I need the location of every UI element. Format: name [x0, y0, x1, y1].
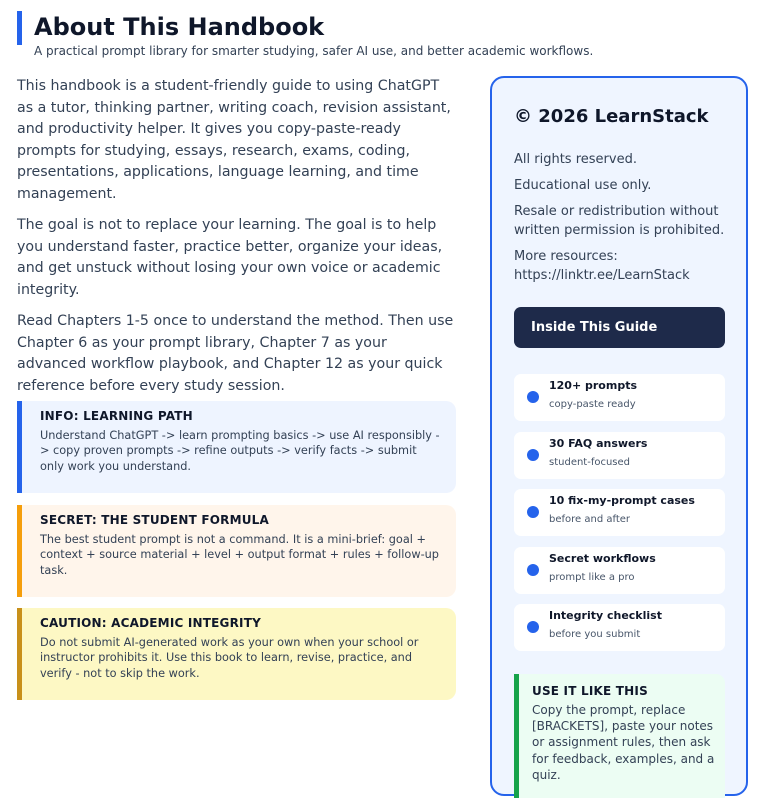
page-subtitle: A practical prompt library for smarter studying, safer AI use, and better academic workflows.	[34, 44, 594, 58]
feature-title: Secret workflows	[549, 552, 656, 565]
caution-callout-title: CAUTION: ACADEMIC INTEGRITY	[40, 616, 261, 630]
intro-paragraph: This handbook is a student-friendly guide to using ChatGPT as a tutor, thinking partner, writing coach, revision assistant, and productivity helper. It gives you copy-paste-ready prompts for studying, essays, research, exams, coding, presentations, applications, language learning, and time management.	[17, 78, 451, 202]
secret-callout	[17, 505, 456, 597]
copyright-title: © 2026 LearnStack	[514, 106, 709, 127]
inside-guide-heading: Inside This Guide	[514, 307, 725, 348]
use-it-title: USE IT LIKE THIS	[532, 684, 648, 698]
bullet-dot-icon	[527, 391, 539, 403]
feature-subtitle: student-focused	[549, 457, 631, 468]
bullet-dot-icon	[527, 564, 539, 576]
info-callout-body: Understand ChatGPT -> learn prompting basics -> use AI responsibly -> copy proven prompts -> refine outputs -> verify facts -> submit only work you understand.	[40, 429, 440, 473]
rights-text: All rights reserved.	[514, 152, 637, 167]
main-content	[17, 76, 457, 407]
educational-use-text: Educational use only.	[514, 178, 652, 193]
resources-link[interactable]: More resources: https://linktr.ee/LearnStack	[514, 249, 690, 283]
feature-card	[514, 547, 725, 594]
use-it-callout	[514, 674, 725, 798]
feature-card	[514, 489, 725, 536]
bullet-dot-icon	[527, 449, 539, 461]
secret-callout-title: SECRET: THE STUDENT FORMULA	[40, 513, 269, 527]
use-it-body: Copy the prompt, replace [BRACKETS], paste your notes or assignment rules, then ask for feedback, examples, and a quiz.	[532, 703, 715, 782]
feature-card	[514, 604, 725, 651]
info-callout-title: INFO: LEARNING PATH	[40, 409, 193, 423]
resale-notice: Resale or redistribution without written permission is prohibited.	[514, 204, 725, 238]
feature-title: 120+ prompts	[549, 379, 638, 392]
bullet-dot-icon	[527, 621, 539, 633]
goal-paragraph: The goal is not to replace your learning. The goal is to help you understand faster, practice better, organize your ideas, and get unstuck without losing your own voice or academic integrity.	[17, 217, 443, 298]
caution-callout	[17, 608, 456, 700]
header-accent-bar	[17, 11, 22, 45]
feature-subtitle: prompt like a pro	[549, 572, 635, 583]
feature-subtitle: copy-paste ready	[549, 399, 636, 410]
info-callout	[17, 401, 456, 493]
feature-title: 10 fix-my-prompt cases	[549, 494, 695, 507]
reading-guide-paragraph: Read Chapters 1-5 once to understand the method. Then use Chapter 6 as your prompt library, Chapter 7 as your advanced workflow playbook, and Chapter 12 as your quick reference before every study session.	[17, 313, 454, 394]
secret-callout-body: The best student prompt is not a command. It is a mini-brief: goal + context + source material + level + output format + rules + follow-up task.	[40, 533, 439, 577]
feature-card	[514, 432, 725, 479]
feature-subtitle: before you submit	[549, 629, 641, 640]
bullet-dot-icon	[527, 506, 539, 518]
feature-subtitle: before and after	[549, 514, 631, 525]
sidebar-panel	[490, 76, 748, 796]
feature-card	[514, 374, 725, 421]
caution-callout-body: Do not submit AI-generated work as your own when your school or instructor prohibits it. Use this book to learn, revise, practice, and verify - not to skip the work.	[40, 636, 419, 680]
feature-title: Integrity checklist	[549, 609, 662, 622]
feature-title: 30 FAQ answers	[549, 437, 648, 450]
page-title: About This Handbook	[34, 13, 325, 41]
page-header	[17, 11, 757, 61]
